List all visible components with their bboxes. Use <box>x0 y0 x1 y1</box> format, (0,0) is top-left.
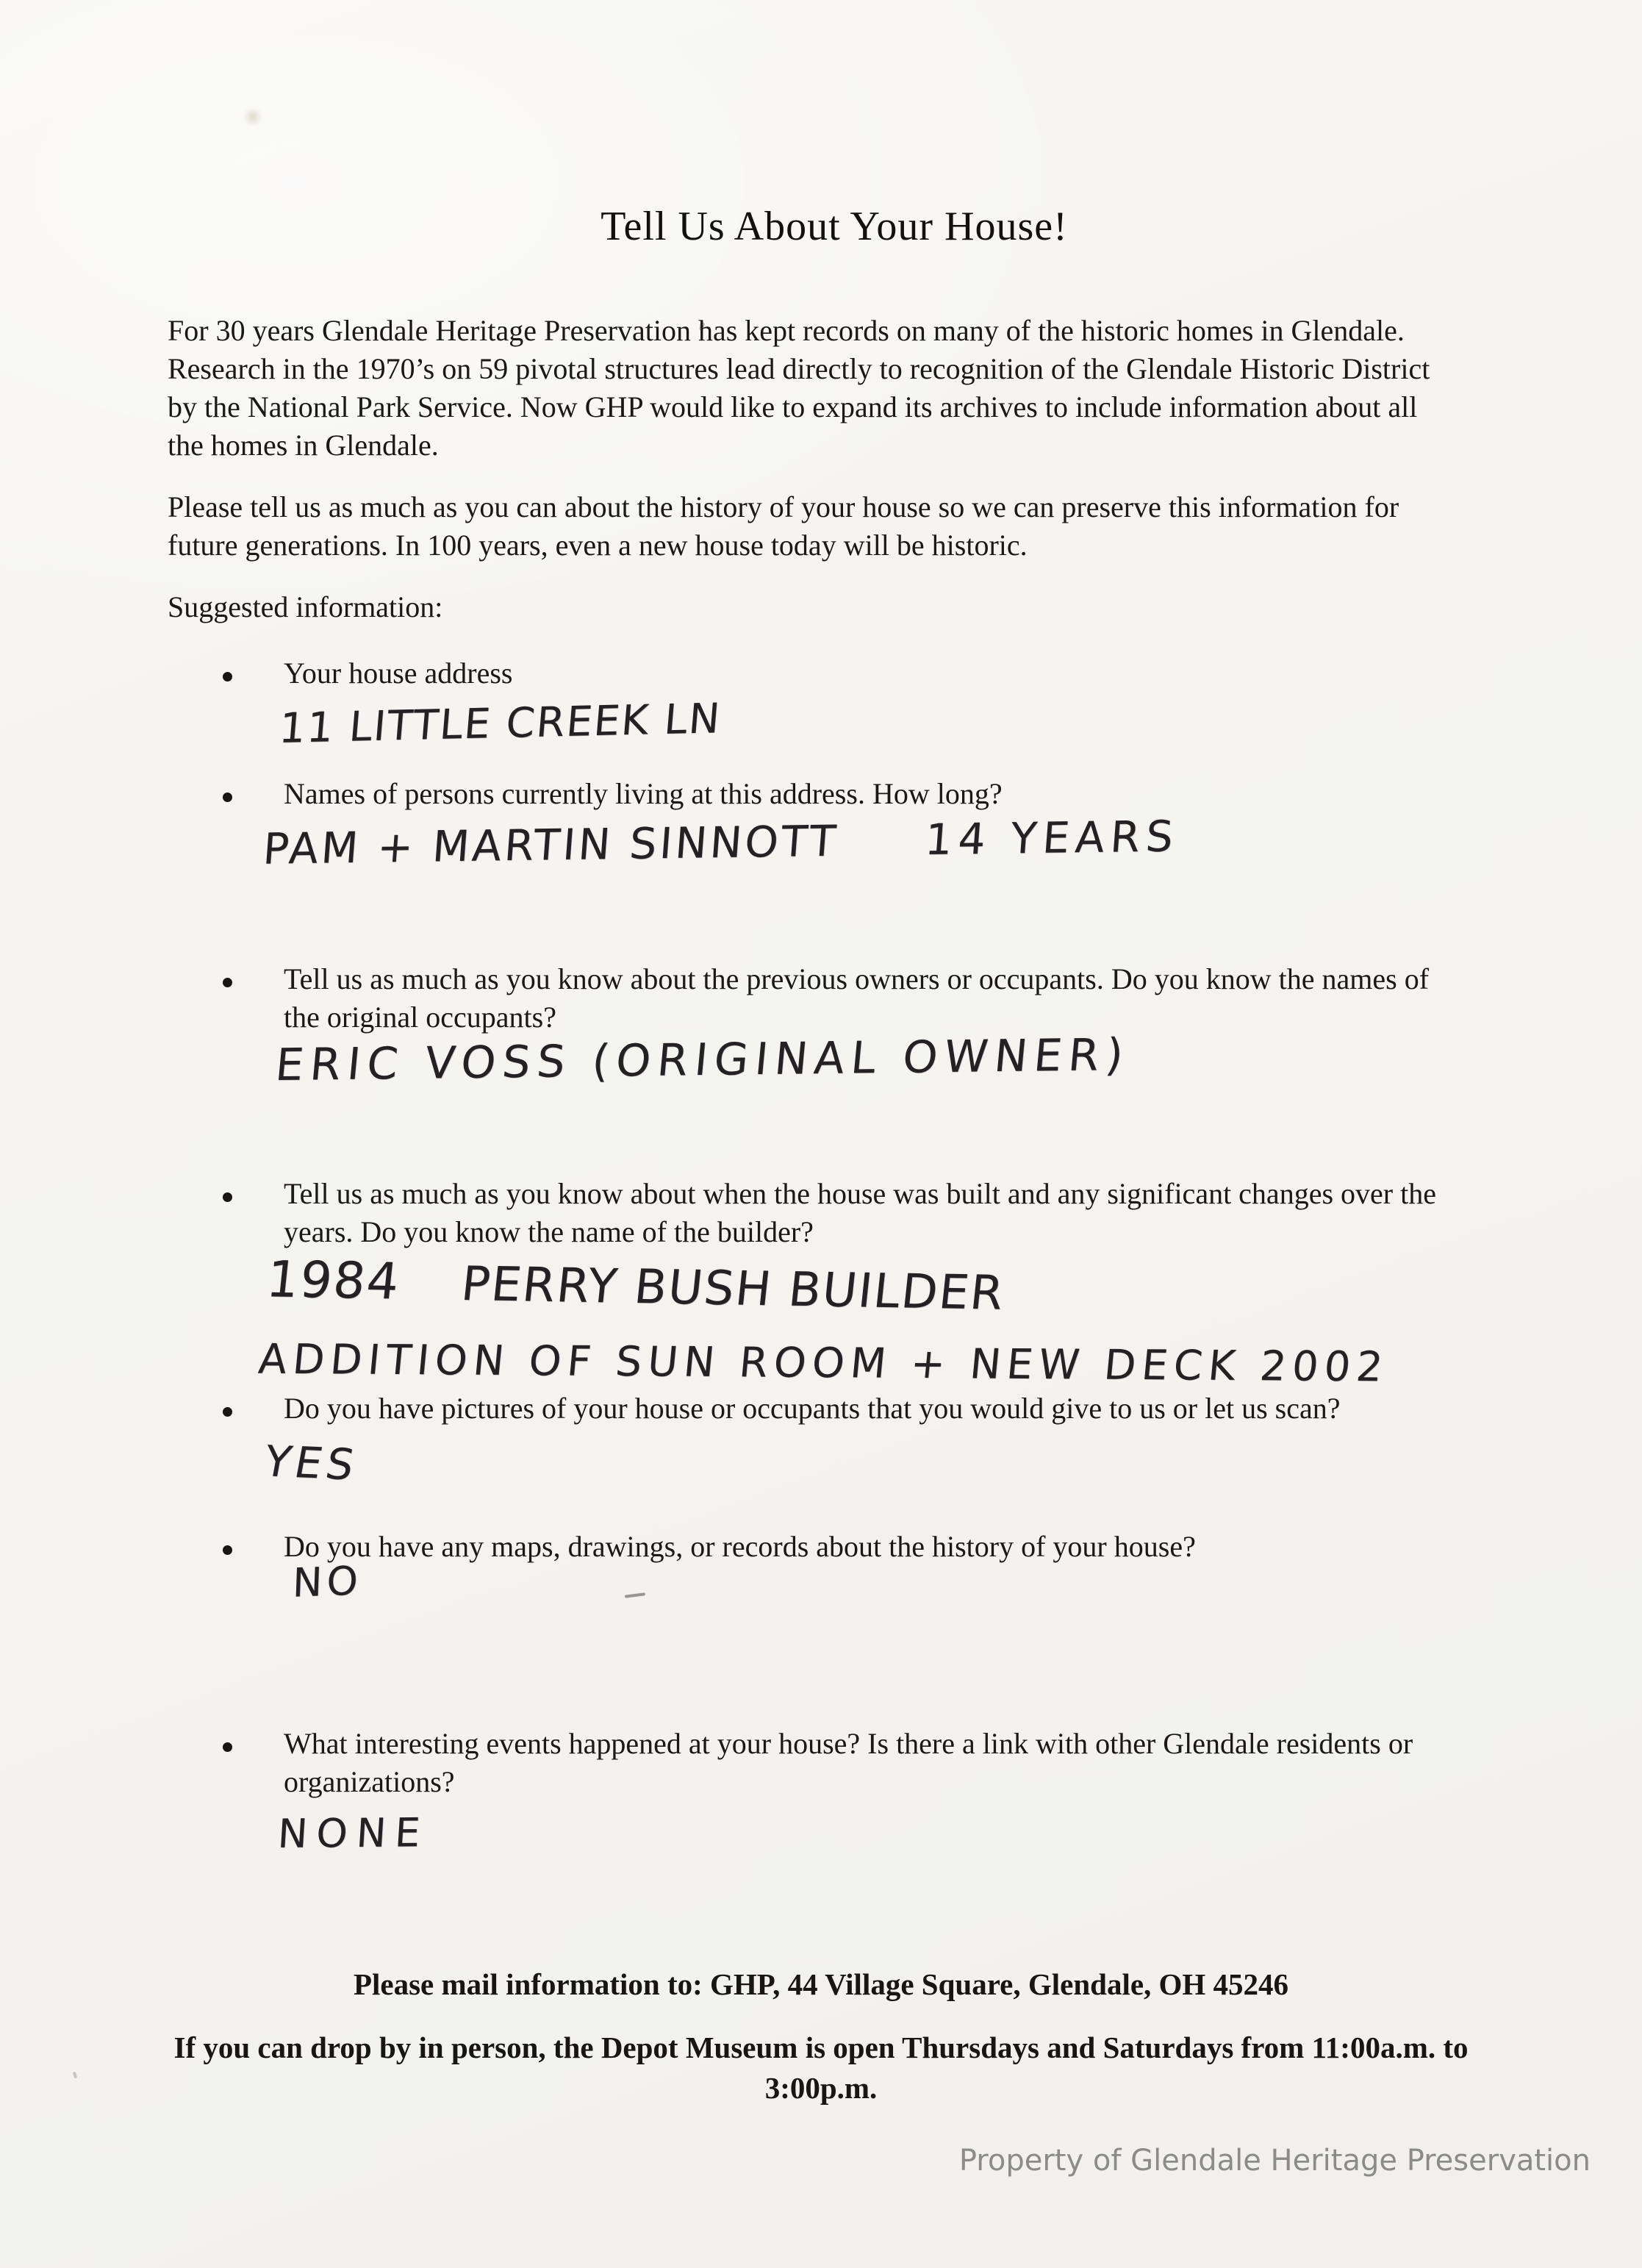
intro-line: by the National Park Service. Now GHP would like to expand its archives to include information about all <box>168 390 1418 423</box>
bullet-dot <box>223 1192 232 1202</box>
question-house-built <box>284 1175 1436 1251</box>
watermark-text: Property of Glendale Heritage Preservation <box>958 2144 1591 2178</box>
request-line: future generations. In 100 years, even a new house today will be historic. <box>168 529 1028 562</box>
question-house-address: Your house address <box>284 657 513 690</box>
footer-visit-line: 3:00p.m. <box>764 2071 878 2105</box>
question-previous-owners <box>284 960 1429 1037</box>
bullet-dot <box>223 1545 232 1555</box>
footer-visit-instruction <box>0 2028 1642 2108</box>
question-maps-records: Do you have any maps, drawings, or records about the history of your house? <box>284 1530 1196 1563</box>
intro-line: the homes in Glendale. <box>168 429 439 462</box>
handwritten-names: PAM + MARTIN SINNOTT <box>261 815 841 874</box>
question-line: organizations? <box>284 1765 455 1798</box>
footer-mail-instruction: Please mail information to: GHP, 44 Village Square, Glendale, OH 45246 <box>353 1967 1289 2001</box>
bullet-dot <box>223 793 232 802</box>
footer-visit-line: If you can drop by in person, the Depot Museum is open Thursdays and Saturdays from 11:00a.m. to <box>173 2031 1469 2064</box>
request-line: Please tell us as much as you can about the history of your house so we can preserve this information for <box>168 490 1399 523</box>
scan-smudge <box>243 107 263 126</box>
question-line: What interesting events happened at your house? Is there a link with other Glendale residents or <box>284 1727 1413 1760</box>
handwritten-duration: 14 YEARS <box>923 811 1181 865</box>
handwritten-answer-original-owner: ERIC VOSS (ORIGINAL OWNER) <box>273 1029 1133 1092</box>
bullet-dot <box>223 1407 232 1417</box>
question-line: the original occupants? <box>284 1001 556 1034</box>
question-line: Tell us as much as you know about when the house was built and any significant changes over the <box>284 1177 1436 1210</box>
handwritten-answer-address: 11 LITTLE CREEK LN <box>277 695 723 753</box>
page-title: Tell Us About Your House! <box>600 204 1068 249</box>
bullet-dot <box>223 978 232 987</box>
question-line: years. Do you know the name of the builder? <box>284 1215 814 1248</box>
question-pictures: Do you have pictures of your house or occupants that you would give to us or let us scan? <box>284 1392 1341 1425</box>
question-line: Tell us as much as you know about the previous owners or occupants. Do you know the names of <box>284 962 1430 995</box>
handwritten-answer-maps: NO <box>291 1557 363 1606</box>
suggested-info-label: Suggested information: <box>168 590 443 623</box>
bullet-dot <box>223 672 232 682</box>
intro-line: For 30 years Glendale Heritage Preservation has kept records on many of the historic homes in Glendale. <box>168 314 1405 347</box>
handwritten-answer-residents <box>262 811 1181 873</box>
request-paragraph <box>168 488 1399 565</box>
question-events <box>284 1725 1413 1801</box>
intro-line: Research in the 1970’s on 59 pivotal structures lead directly to recognition of the Glendale Historic District <box>168 352 1430 385</box>
handwritten-answer-addition: ADDITION OF SUN ROOM + NEW DECK 2002 <box>256 1335 1391 1392</box>
intro-paragraph <box>168 312 1430 465</box>
handwritten-answer-events: NONE <box>276 1809 431 1857</box>
bullet-dot <box>223 1742 232 1752</box>
handwritten-answer-pictures: YES <box>259 1436 363 1490</box>
handwritten-year: 1984 <box>263 1251 404 1312</box>
stray-pen-dash <box>625 1592 645 1598</box>
question-current-residents: Names of persons currently living at this address. How long? <box>284 777 1003 810</box>
handwritten-answer-built <box>264 1251 1008 1321</box>
handwritten-builder: PERRY BUSH BUILDER <box>459 1256 1008 1321</box>
